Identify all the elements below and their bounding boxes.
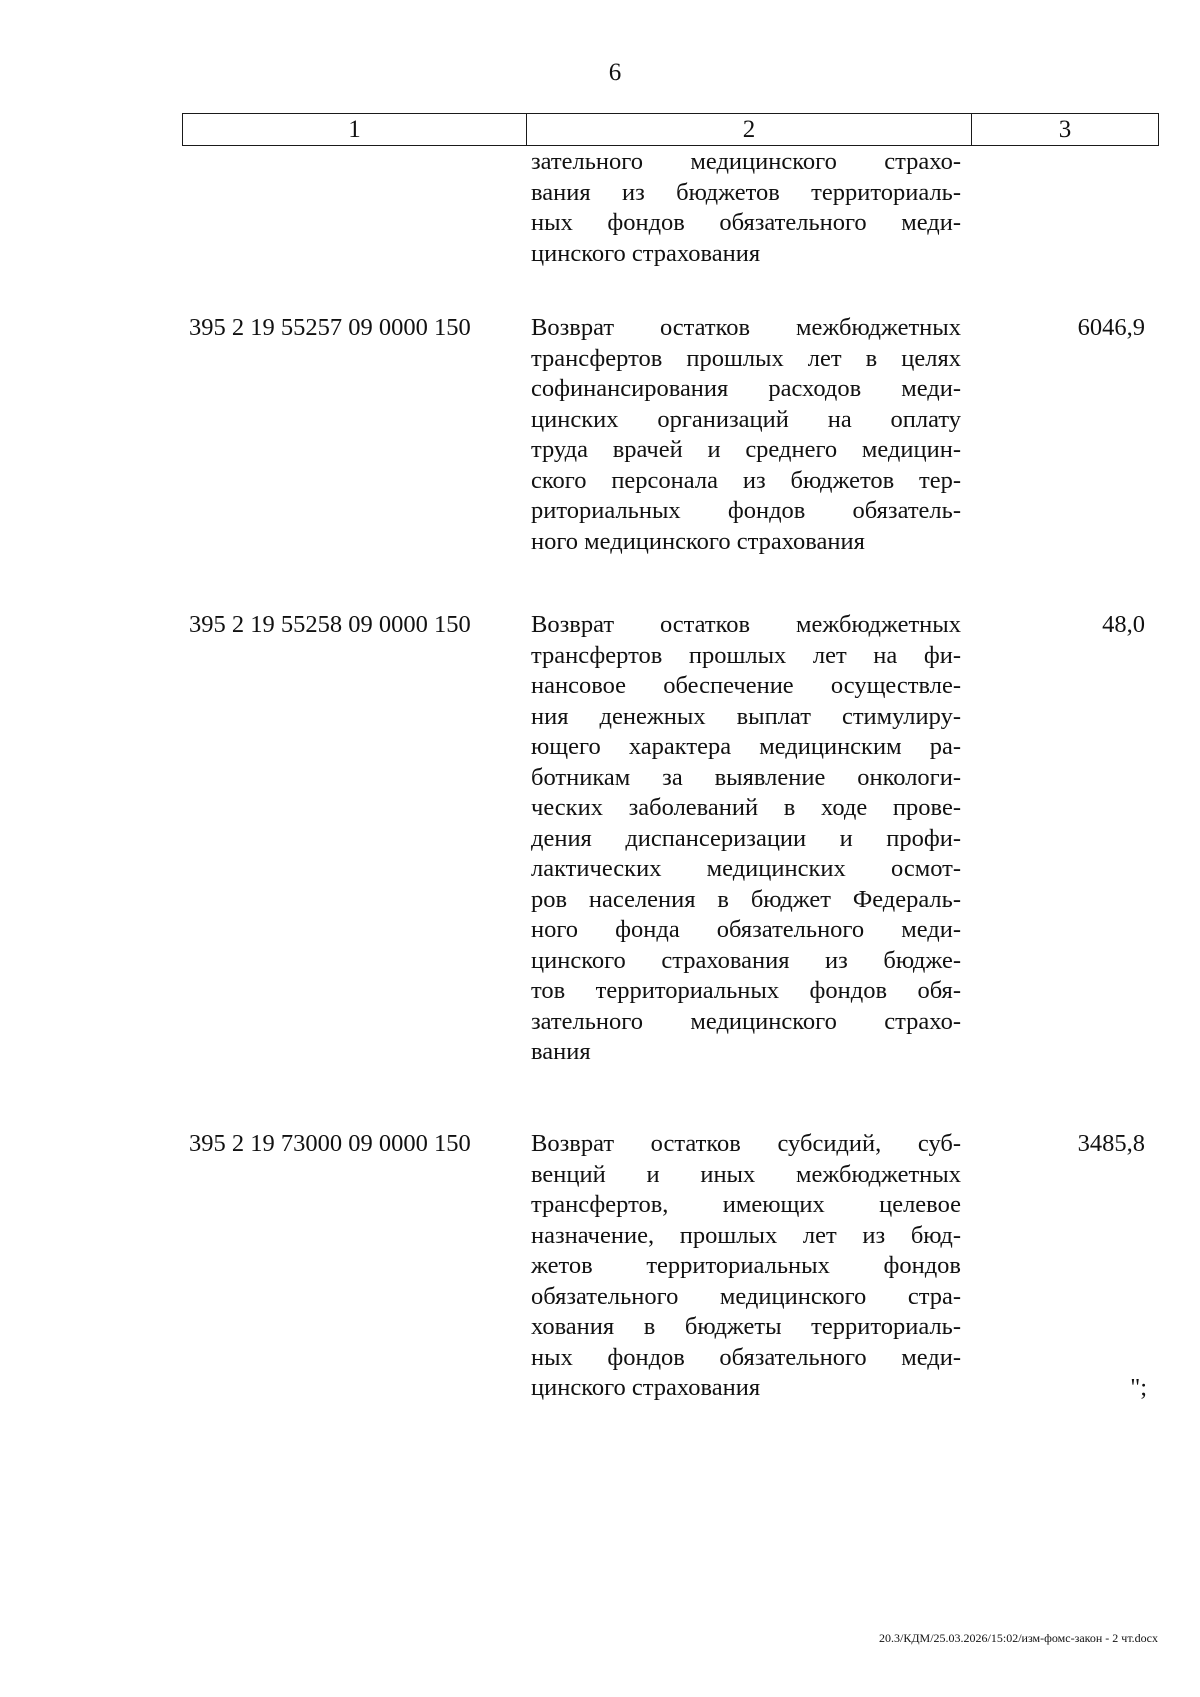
description-line: Возврат остатков межбюджетных — [531, 611, 961, 638]
description-line: Возврат остатков субсидий, суб- — [531, 1130, 961, 1157]
column-header-2: 2 — [527, 114, 972, 145]
description-line: вания из бюджетов территориаль- — [531, 178, 961, 206]
page-number: 6 — [608, 59, 622, 86]
description-line: зательного медицинского страхо- — [531, 1007, 961, 1035]
description-line: тов территориальных фондов обя- — [531, 977, 961, 1004]
row-description — [531, 1129, 961, 1404]
amount-value: 48,0 — [1102, 611, 1145, 638]
description-line: ного медицинского страхования — [531, 527, 865, 555]
row-description — [531, 610, 961, 1068]
row-description — [531, 313, 961, 557]
description-line: цинского страхования — [531, 239, 761, 267]
column-header-3: 3 — [1058, 115, 1072, 143]
description-line: цинского страхования — [531, 1374, 761, 1401]
description-line: лактических медицинских осмот- — [531, 855, 961, 882]
description-line: труда врачей и среднего медицин- — [531, 436, 961, 463]
description-line: дения диспансеризации и профи- — [531, 824, 961, 852]
description-line: цинских организаций на оплату — [531, 405, 961, 433]
description-line: ных фондов обязательного меди- — [531, 1343, 961, 1371]
budget-code: 395 2 19 73000 09 0000 150 — [189, 1130, 471, 1157]
document-footer: 20.3/КДМ/25.03.2026/15:02/изм-фомс-закон - 2 чт.docx — [879, 1631, 1158, 1645]
description-line: ботникам за выявление онкологи- — [531, 763, 961, 791]
description-line: зательного медицинского страхо- — [531, 148, 961, 175]
description-line: назначение, прошлых лет из бюд- — [531, 1221, 961, 1249]
budget-code: 395 2 19 55258 09 0000 150 — [189, 611, 471, 638]
description-line: ных фондов обязательного меди- — [531, 209, 961, 236]
description-line: вания — [531, 1038, 591, 1065]
description-line: обязательного медицинского стра- — [531, 1282, 961, 1310]
description-line: ющего характера медицинским ра- — [531, 733, 961, 760]
description-line: трансфертов, имеющих целевое — [531, 1191, 961, 1218]
description-line: ров населения в бюджет Федераль- — [531, 885, 961, 913]
description-line: трансфертов прошлых лет в целях — [531, 344, 961, 372]
description-line: ческих заболеваний в ходе прове- — [531, 794, 961, 821]
column-header-1: 1 — [183, 114, 527, 145]
description-line: ского персонала из бюджетов тер- — [531, 466, 961, 494]
description-line: нансовое обеспечение осуществле- — [531, 672, 961, 699]
description-line: трансфертов прошлых лет на фи- — [531, 641, 961, 669]
amount-value: 6046,9 — [1077, 314, 1145, 341]
table-header — [182, 113, 1159, 146]
description-line: Возврат остатков межбюджетных — [531, 314, 961, 341]
continuation-description — [531, 147, 961, 269]
budget-code: 395 2 19 55257 09 0000 150 — [189, 314, 471, 341]
description-line: ния денежных выплат стимулиру- — [531, 702, 961, 730]
description-line: ного фонда обязательного меди- — [531, 916, 961, 943]
description-line: венций и иных межбюджетных — [531, 1160, 961, 1188]
description-line: жетов территориальных фондов — [531, 1252, 961, 1279]
description-line: цинского страхования из бюдже- — [531, 946, 961, 974]
description-line: хования в бюджеты территориаль- — [531, 1313, 961, 1340]
description-line: софинансирования расходов меди- — [531, 375, 961, 402]
amount-value: 3485,8 — [1077, 1130, 1145, 1157]
description-line: риториальных фондов обязатель- — [531, 497, 961, 524]
closing-quote-mark: "; — [1130, 1374, 1147, 1401]
